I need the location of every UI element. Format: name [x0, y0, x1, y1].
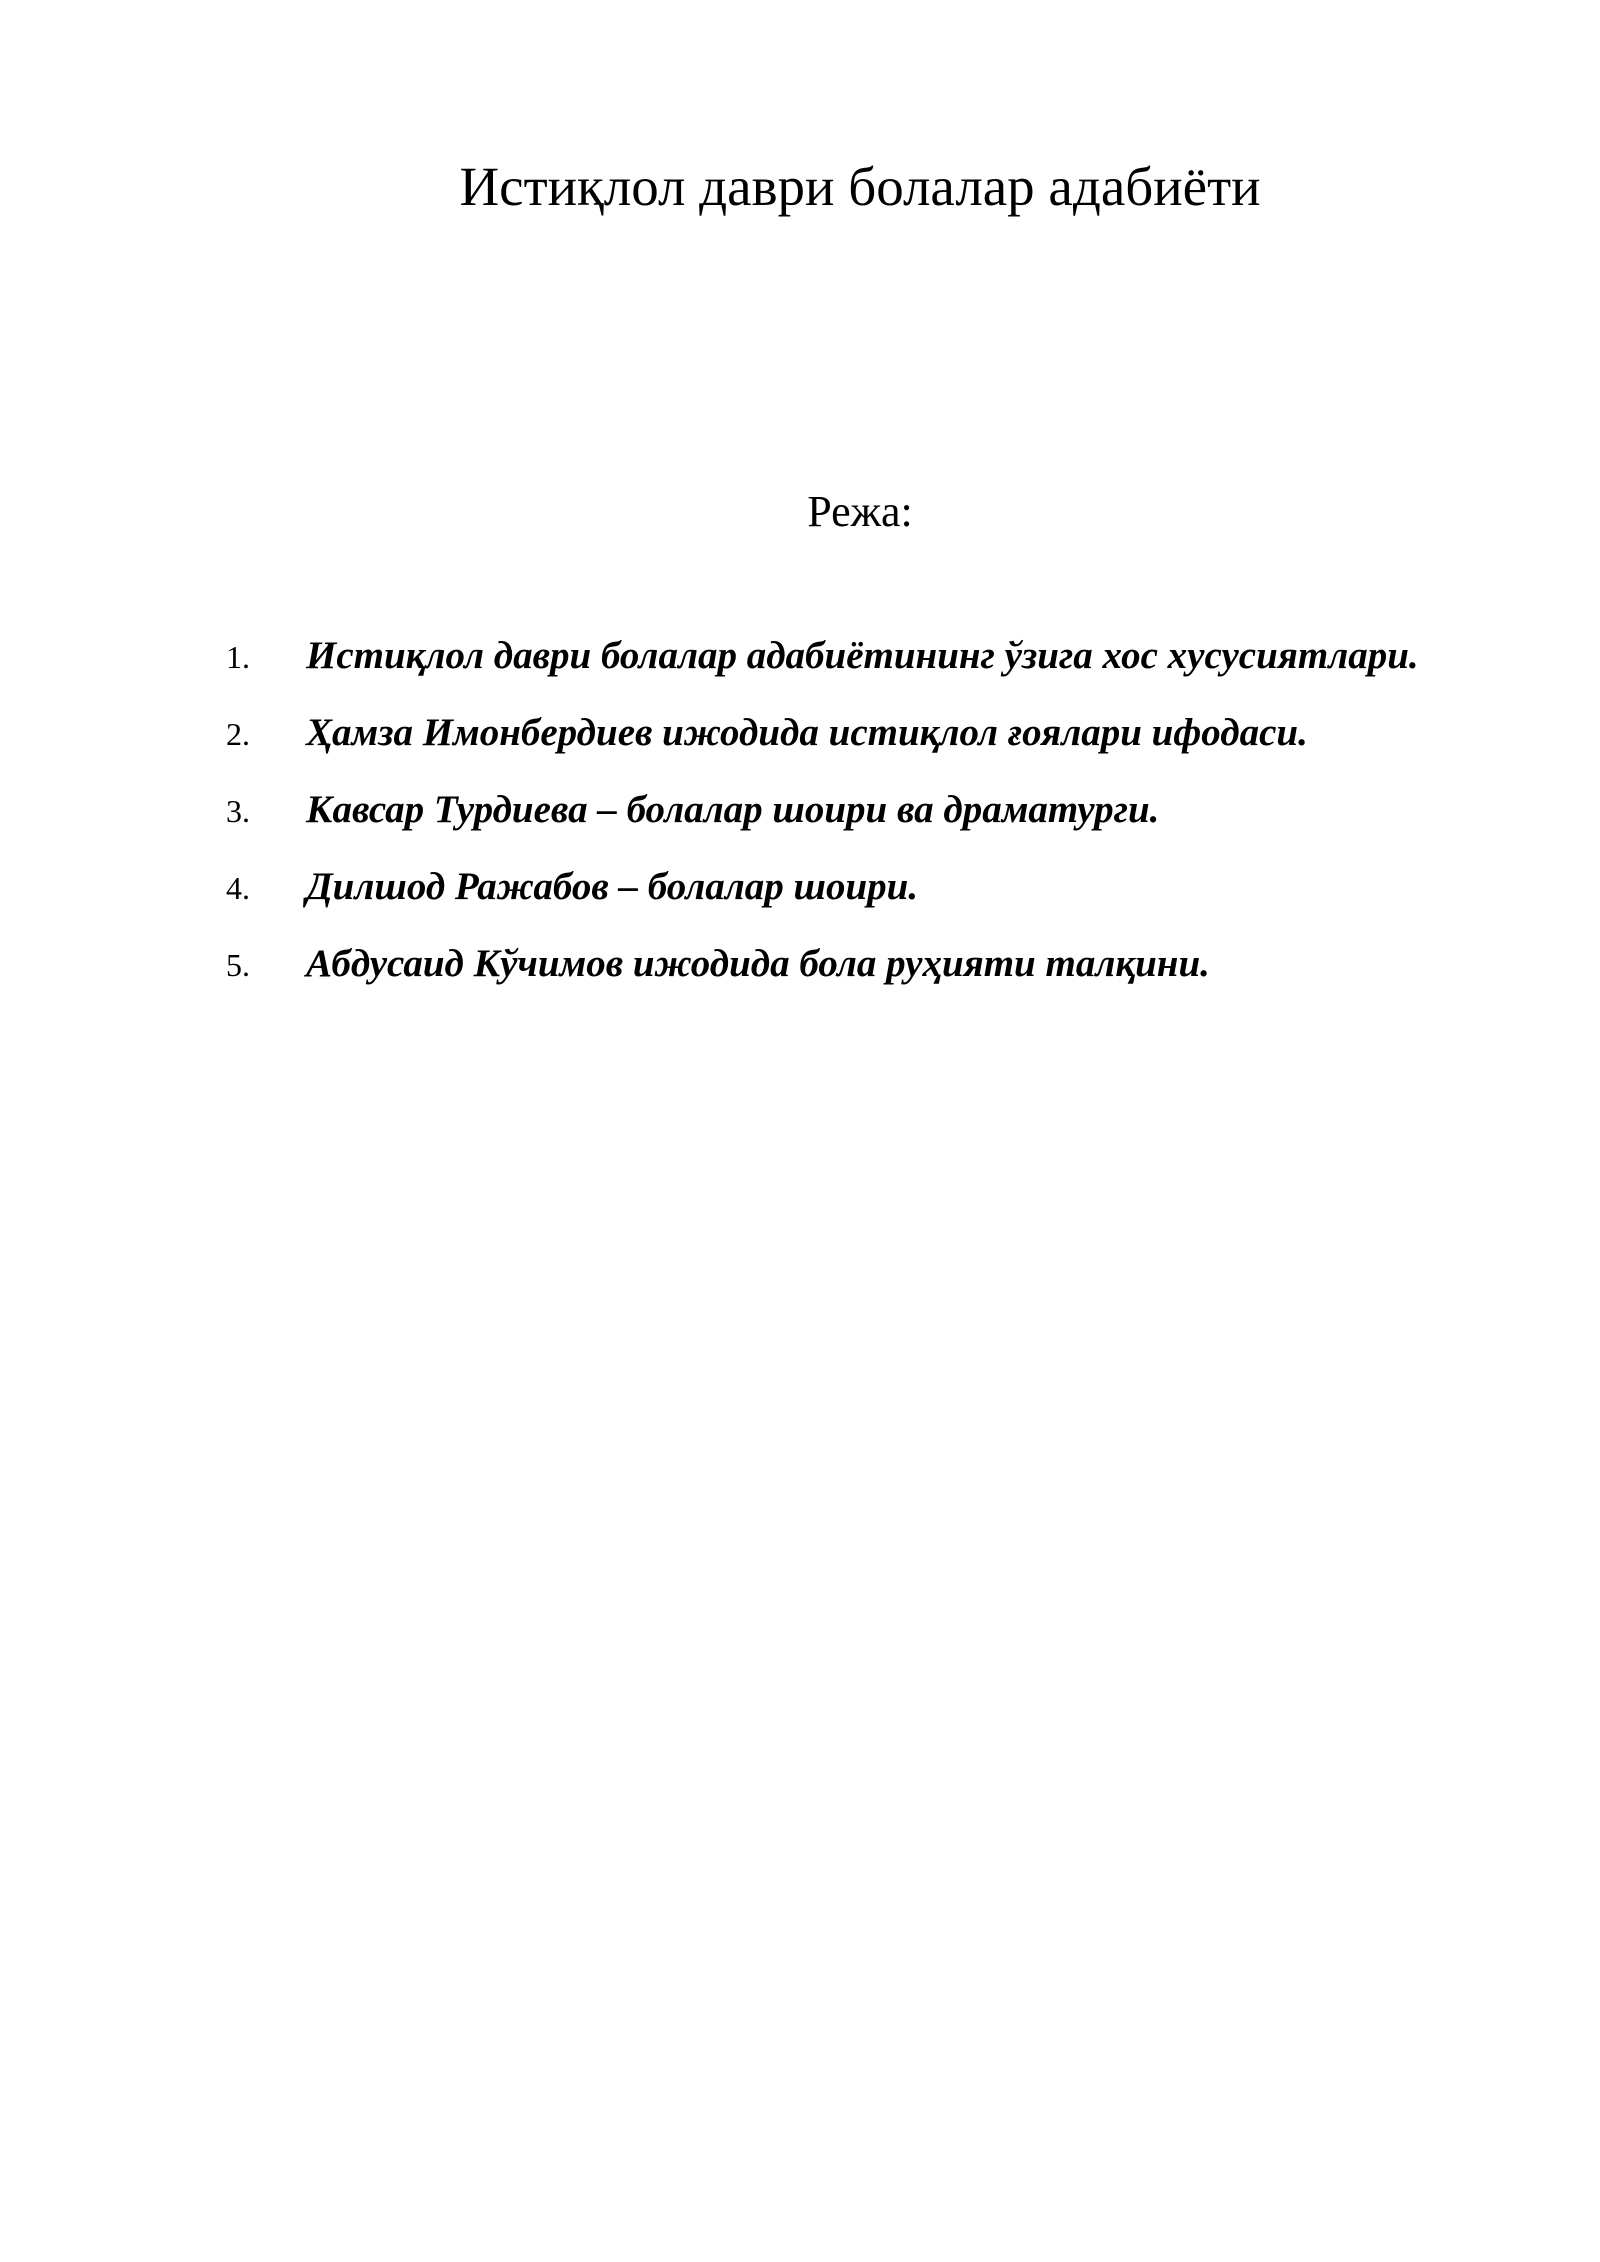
plan-item-number: 3.: [226, 793, 250, 829]
plan-item: [226, 772, 1476, 849]
plan-item-number: 5.: [226, 947, 250, 983]
plan-item-number: 4.: [226, 870, 250, 906]
plan-item: [226, 695, 1476, 772]
plan-item-text: Ҳамза Имонбердиев ижодида истиқлол ғоялари ифодаси.: [306, 711, 1308, 754]
plan-item-number: 1.: [226, 639, 250, 675]
document-title: Истиқлол даври болалар адабиёти: [459, 156, 1261, 217]
plan-list: [226, 618, 1476, 1003]
plan-item-text: Дилшод Ражабов – болалар шоири.: [306, 865, 919, 908]
plan-item: [226, 849, 1476, 926]
plan-item-number: 2.: [226, 716, 250, 752]
plan-heading: Режа:: [807, 487, 913, 536]
plan-item: [226, 926, 1476, 1003]
plan-item: [226, 618, 1476, 695]
plan-item-text: Истиқлол даври болалар адабиётининг ўзига хос хусусиятлари.: [306, 634, 1419, 677]
plan-item-text: Кавсар Турдиева – болалар шоири ва драматурги.: [306, 788, 1160, 831]
plan-item-text: Абдусаид Кўчимов ижодида бола руҳияти талқини.: [306, 942, 1210, 985]
